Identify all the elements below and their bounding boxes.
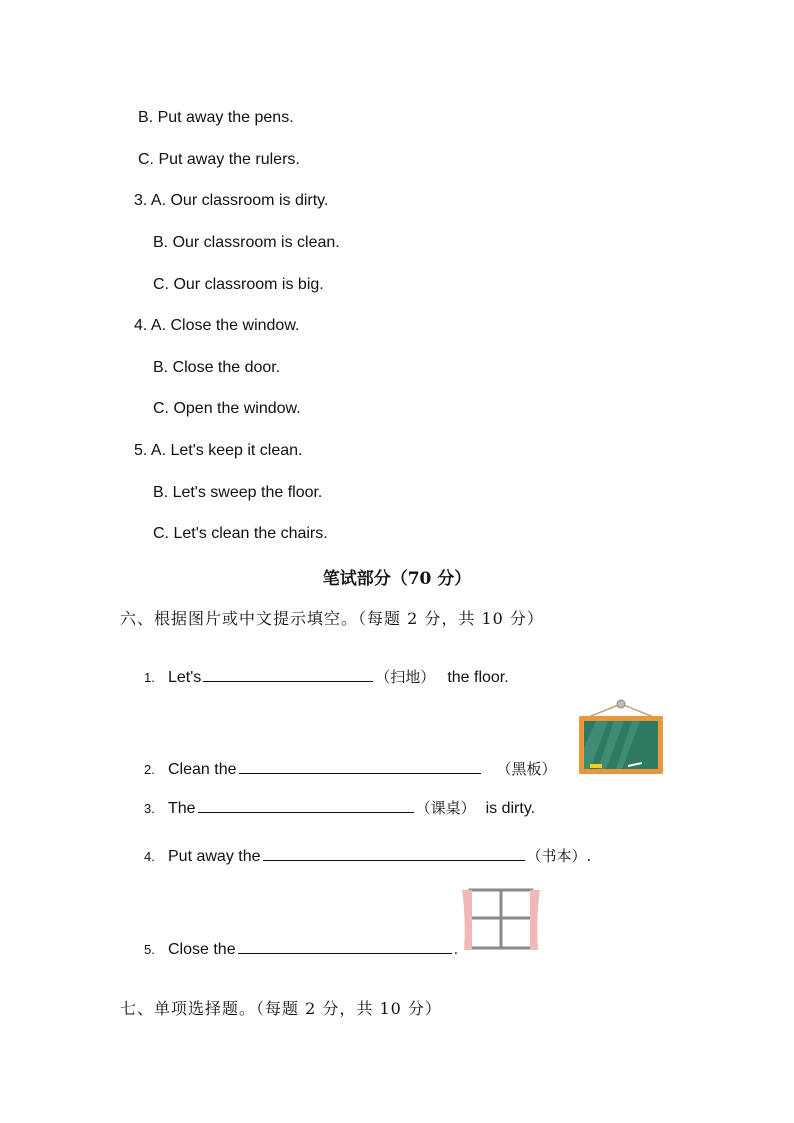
option-3c: C. Our classroom is big.: [153, 276, 324, 293]
question-number: 1.: [144, 670, 155, 685]
option-2b: B. Put away the pens.: [138, 109, 294, 126]
option-5b: B. Let's sweep the floor.: [153, 484, 323, 501]
question-1: [144, 666, 509, 687]
section-6-title: 六、根据图片或中文提示填空。（每题 2 分，共 10 分）: [120, 609, 544, 628]
chinese-hint: （扫地）: [375, 668, 436, 686]
answer-blank[interactable]: [239, 759, 481, 774]
option-4a: 4. A. Close the window.: [134, 317, 300, 334]
question-text-after: is dirty.: [485, 800, 536, 817]
question-text-after: the floor.: [447, 669, 509, 686]
question-text-after: .: [453, 941, 459, 958]
blackboard-icon: [576, 698, 666, 776]
question-3: [144, 797, 535, 818]
option-4b: B. Close the door.: [153, 359, 281, 376]
option-5a: 5. A. Let's keep it clean.: [134, 442, 303, 459]
chinese-hint: （黑板）: [496, 760, 557, 778]
option-3a: 3. A. Our classroom is dirty.: [134, 192, 329, 209]
question-4: [144, 845, 591, 866]
answer-blank[interactable]: [238, 939, 452, 954]
question-text-before: Put away the: [168, 848, 261, 865]
question-5: [144, 939, 458, 959]
answer-blank[interactable]: [198, 798, 414, 813]
question-number: 4.: [144, 849, 155, 864]
question-2: [144, 758, 557, 779]
written-section-heading: 笔试部分（70 分）: [322, 569, 472, 589]
question-number: 3.: [144, 801, 155, 816]
option-4c: C. Open the window.: [153, 400, 301, 417]
answer-blank[interactable]: [263, 846, 525, 861]
option-2c: C. Put away the rulers.: [138, 151, 300, 168]
question-number: 2.: [144, 762, 155, 777]
question-text-before: Close the: [168, 941, 236, 958]
question-text-before: The: [168, 800, 196, 817]
section-7-title: 七、单项选择题。（每题 2 分，共 10 分）: [120, 999, 442, 1018]
option-5c: C. Let's clean the chairs.: [153, 525, 328, 542]
option-3b: B. Our classroom is clean.: [153, 234, 340, 251]
question-number: 5.: [144, 942, 155, 957]
answer-blank[interactable]: [203, 667, 373, 682]
question-text-before: Clean the: [168, 761, 237, 778]
chinese-hint: （书本）.: [526, 847, 592, 865]
window-icon: [460, 888, 542, 954]
question-text-before: Let's: [168, 669, 202, 686]
chinese-hint: （课桌）: [415, 799, 476, 817]
